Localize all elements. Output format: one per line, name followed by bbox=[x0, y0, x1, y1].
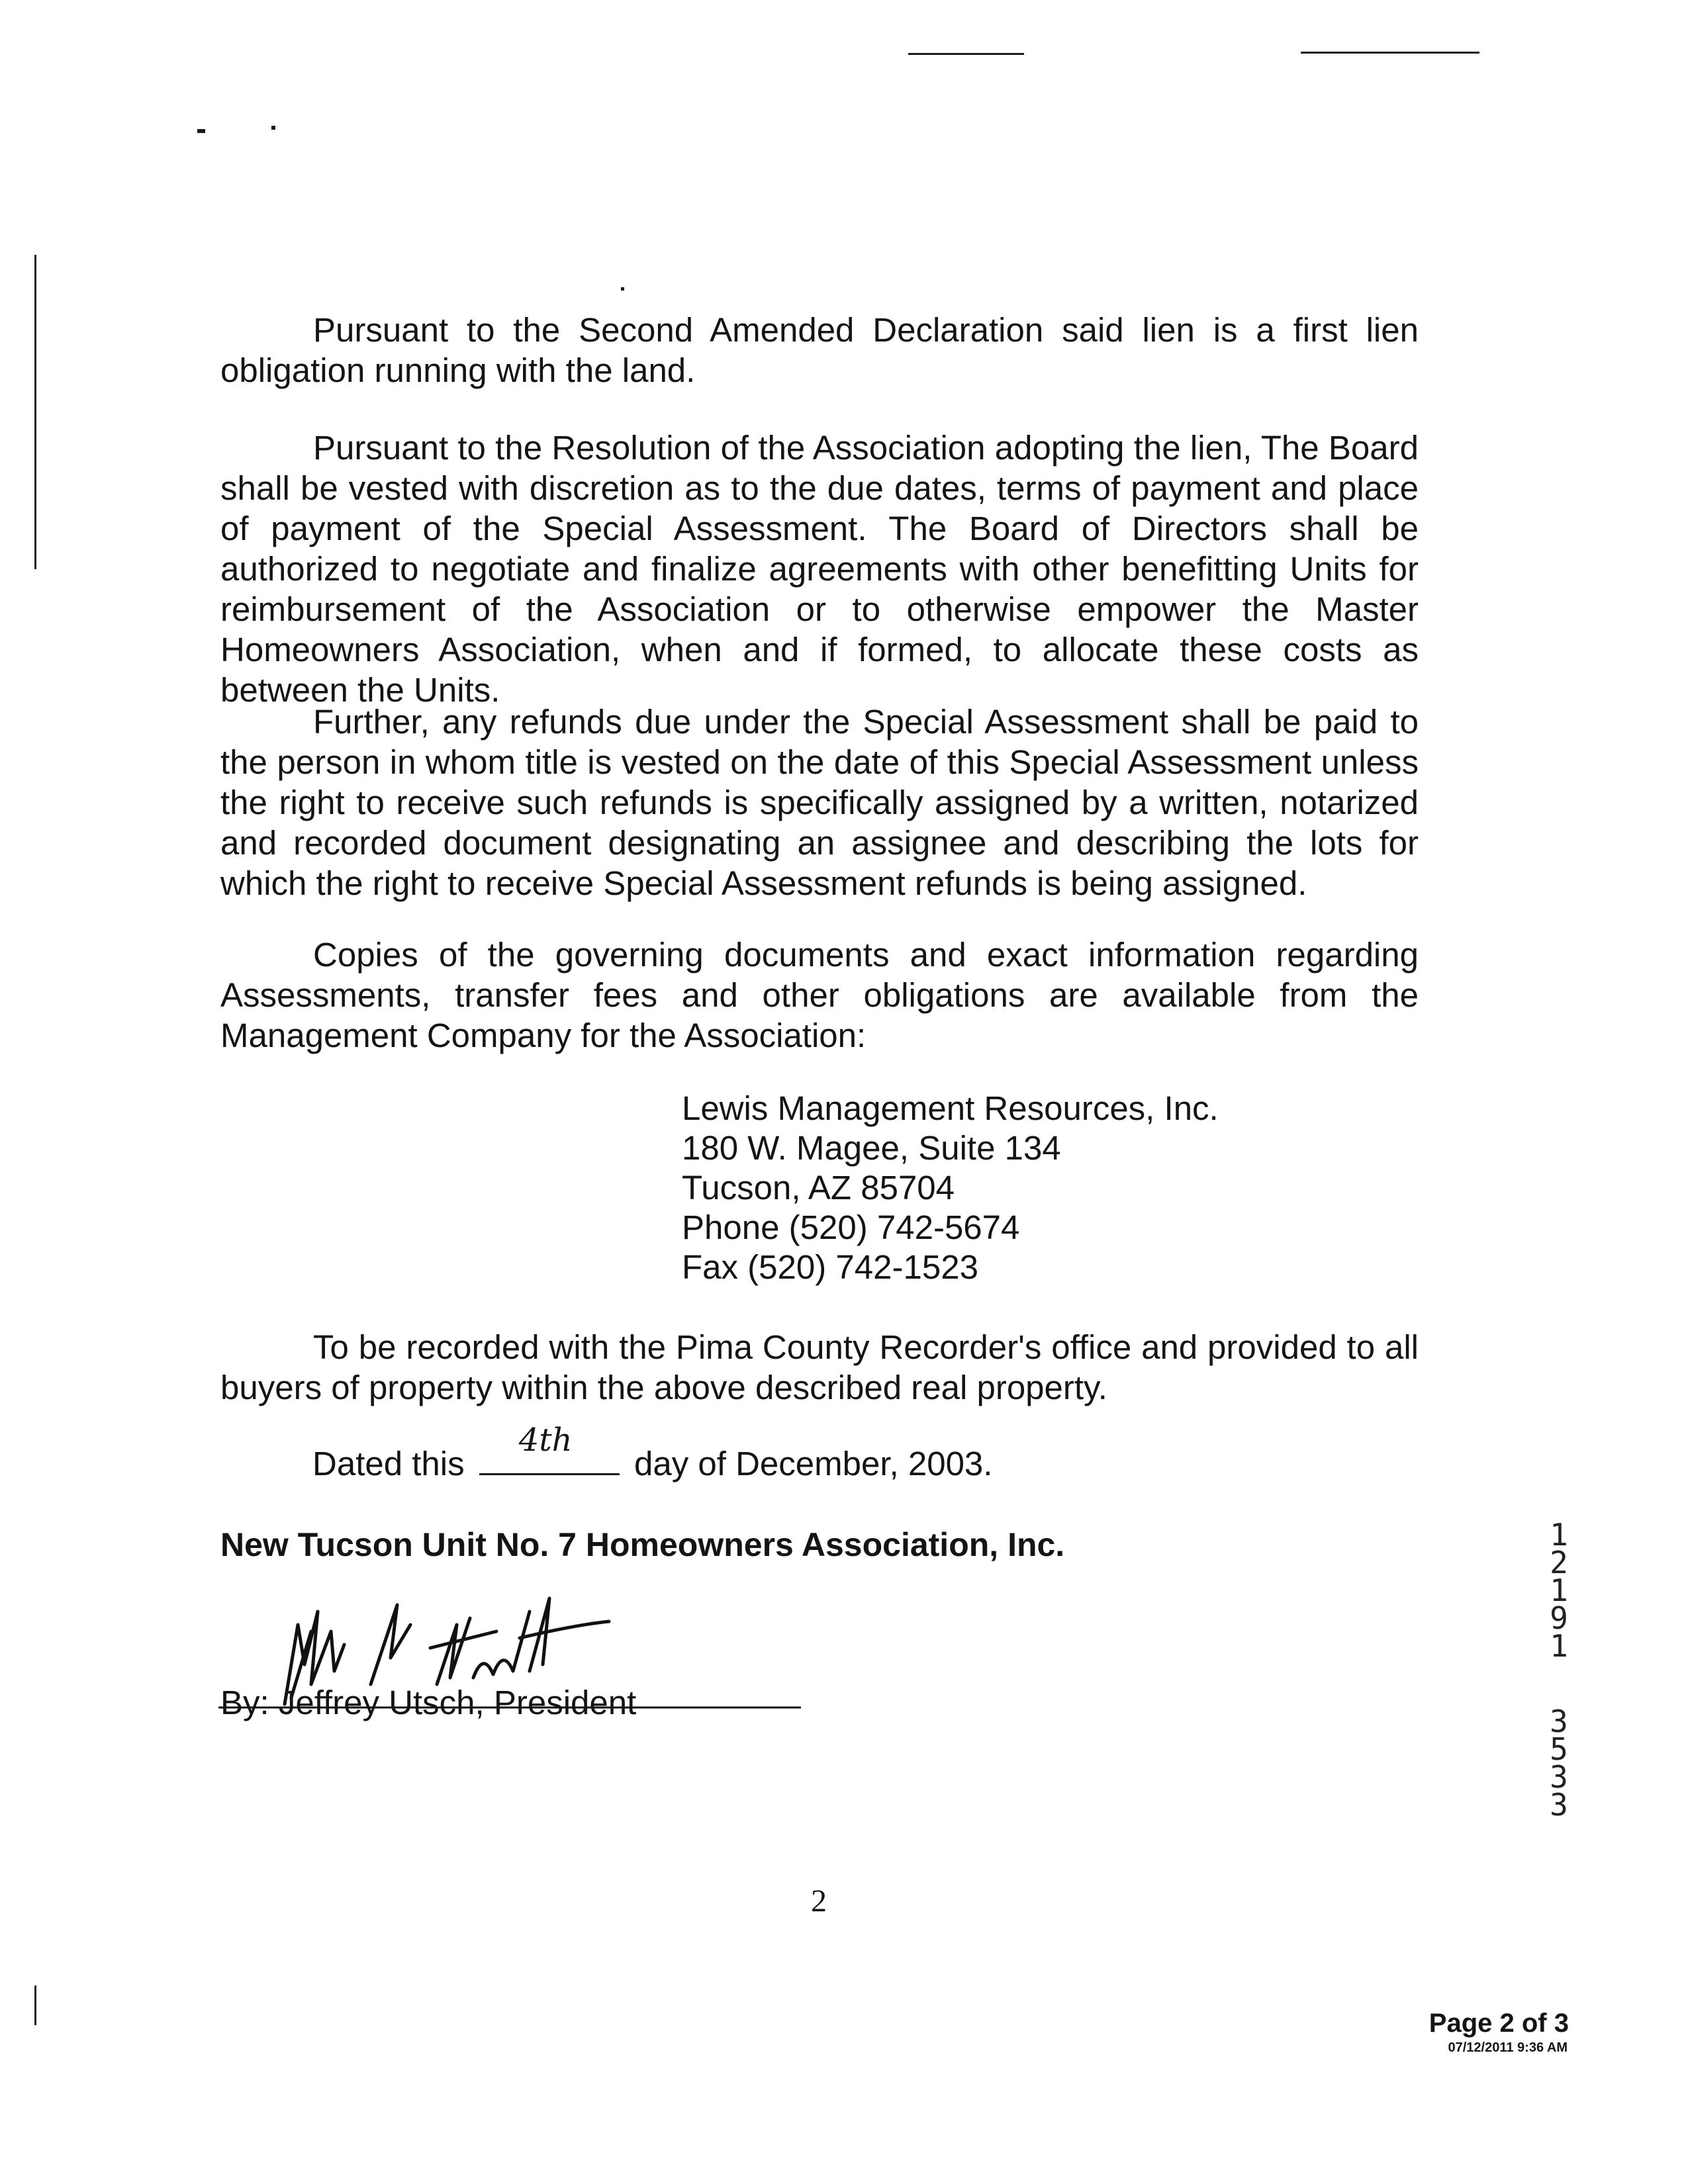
city-state-zip: Tucson, AZ 85704 bbox=[682, 1169, 955, 1206]
footer-page-label: Page 2 of 3 bbox=[1429, 2009, 1569, 2038]
recording-page-number: 3 5 3 3 bbox=[1550, 1704, 1568, 1823]
scan-mark-top-right bbox=[1301, 52, 1479, 54]
organization-name: New Tucson Unit No. 7 Homeowners Association, Inc. bbox=[220, 1526, 1065, 1563]
scan-speck bbox=[271, 126, 275, 130]
company-name: Lewis Management Resources, Inc. bbox=[682, 1089, 1219, 1127]
fax-number: Fax (520) 742-1523 bbox=[682, 1248, 978, 1286]
signature-line: By: Jeffrey Utsch, President bbox=[220, 1684, 637, 1721]
recording-docket-number: 1 2 1 9 1 bbox=[1550, 1517, 1568, 1664]
dated-suffix: day of December, 2003. bbox=[633, 1445, 993, 1482]
scan-speck bbox=[621, 287, 624, 291]
day-handwritten: 4th bbox=[518, 1422, 573, 1459]
paragraph-refunds: Further, any refunds due under the Special Assessment shall be paid to the person in whom title is vested on the date of this Special Assessment unless the right to receive such refunds is specifically assigned by a written, notarized and recorded document designating an assignee and describing the lots for which the right to receive Special Assessment refunds is being assigned. bbox=[220, 703, 1419, 902]
dated-line bbox=[312, 1422, 993, 1483]
day-blank bbox=[479, 1422, 620, 1475]
paragraph-resolution: Pursuant to the Resolution of the Association adopting the lien, The Board shall be vested with discretion as to the due dates, terms of payment and place of payment of the Special Assessment. The Board of Directors shall be authorized to negotiate and finalize agreements with other benefitting Units for reimbursement of the Association or to otherwise empower the Master Homeowners Association, when and if formed, to allocate these costs as between the Units. bbox=[220, 429, 1419, 709]
management-address bbox=[682, 1089, 1219, 1287]
page-number: 2 bbox=[811, 1884, 827, 1919]
footer-timestamp: 07/12/2011 9:36 AM bbox=[1448, 2040, 1568, 2055]
phone-number: Phone (520) 742-5674 bbox=[682, 1208, 1020, 1246]
paragraph-lien: Pursuant to the Second Amended Declaration said lien is a first lien obligation running with the land. bbox=[220, 311, 1419, 389]
street-address: 180 W. Magee, Suite 134 bbox=[682, 1129, 1061, 1167]
paragraph-copies: Copies of the governing documents and exact information regarding Assessments, transfer fees and other obligations are available from the Management Company for the Association: bbox=[220, 936, 1419, 1054]
paragraph-recording-note: To be recorded with the Pima County Recorder's office and provided to all buyers of property within the above described real property. bbox=[220, 1328, 1419, 1406]
margin-line-left-bottom bbox=[34, 1985, 36, 2025]
dated-prefix: Dated this bbox=[312, 1445, 465, 1482]
scan-mark-top-left bbox=[908, 53, 1024, 55]
scan-speck bbox=[197, 129, 205, 133]
margin-line-left bbox=[34, 255, 36, 569]
